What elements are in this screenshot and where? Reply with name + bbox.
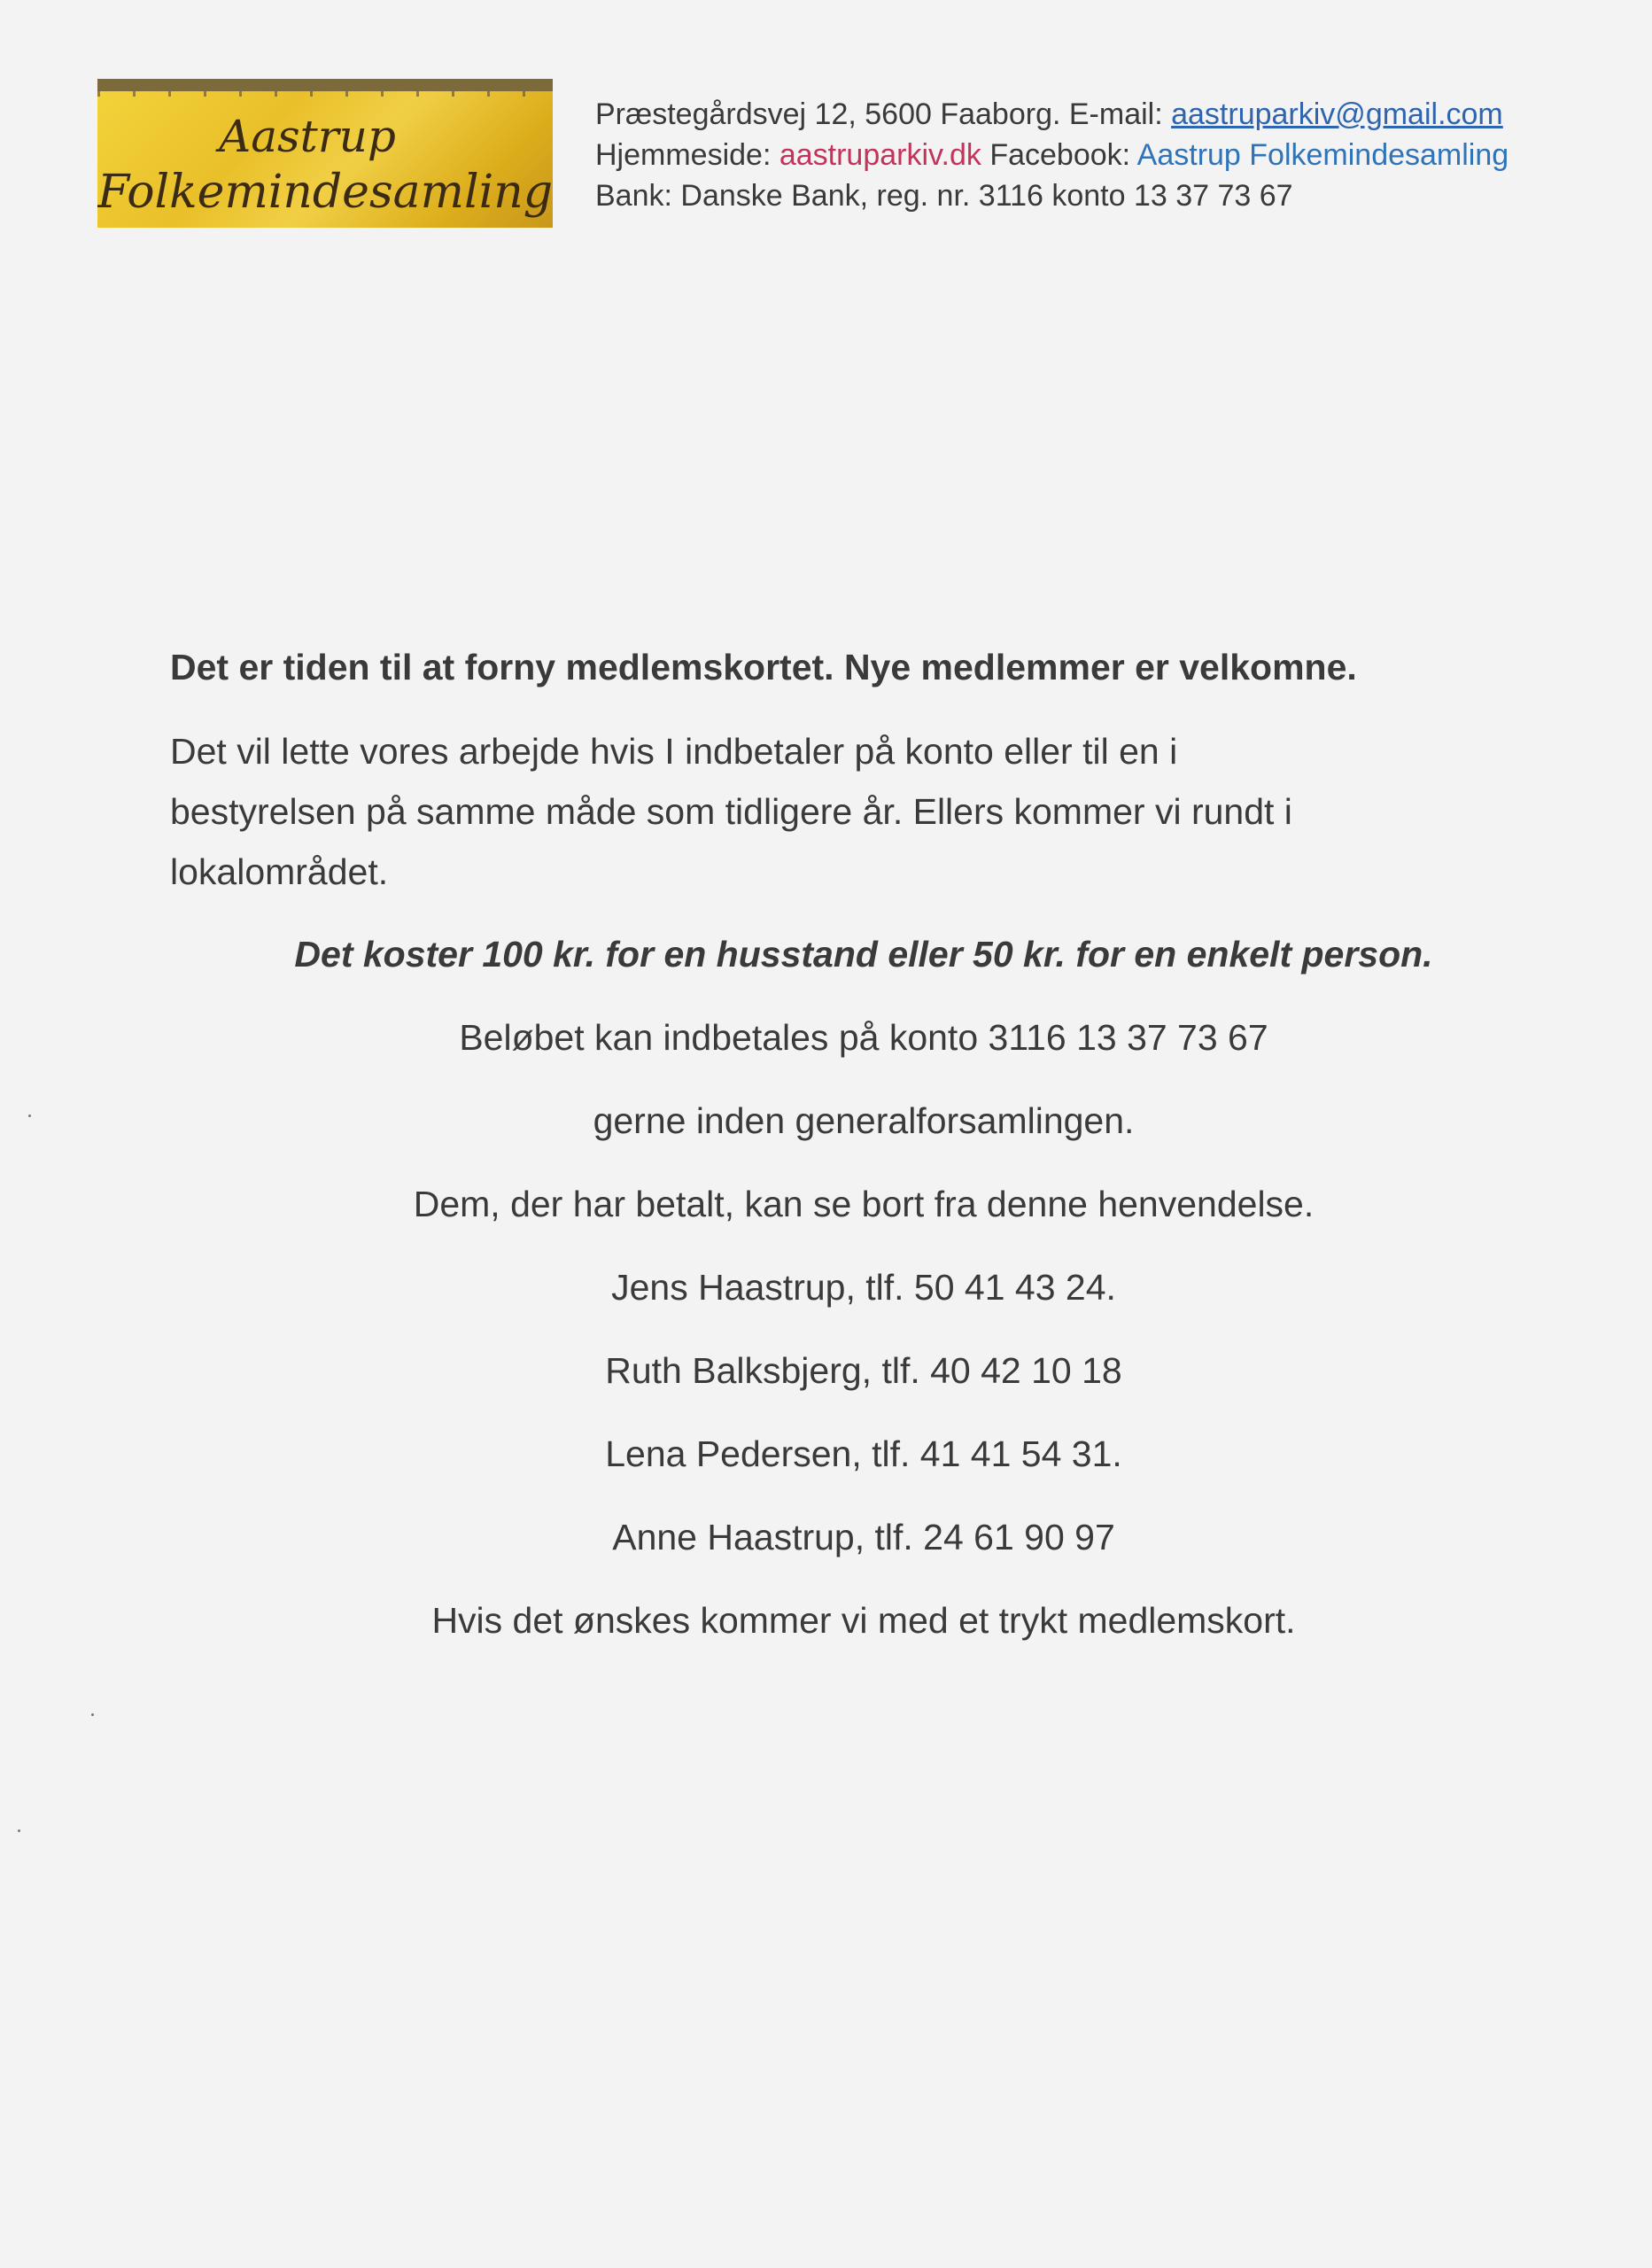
- address-row: [595, 94, 1509, 135]
- letter-heading: Det er tiden til at forny medlemskortet. Nye medlemmer er velkomne.: [170, 647, 1357, 687]
- web-row: [595, 135, 1509, 175]
- facebook-label: Facebook:: [981, 138, 1137, 172]
- account-line: Beløbet kan indbetales på konto 3116 13 37 73 67: [459, 1017, 1268, 1058]
- homepage-link[interactable]: aastruparkiv.dk: [779, 138, 981, 172]
- contact-person: Ruth Balksbjerg, tlf. 40 42 10 18: [605, 1350, 1122, 1391]
- contact-person: Lena Pedersen, tlf. 41 41 54 31.: [605, 1433, 1122, 1474]
- deadline-line: gerne inden generalforsamlingen.: [593, 1100, 1135, 1141]
- scan-speck: [91, 1713, 94, 1716]
- logo-line-2: Folkemindesamling: [97, 166, 553, 219]
- contact-person: Jens Haastrup, tlf. 50 41 43 24.: [611, 1267, 1116, 1308]
- scan-speck: [28, 1115, 31, 1117]
- price-line: Det koster 100 kr. for en husstand eller 50 kr. for en enkelt person.: [294, 934, 1433, 975]
- homepage-label: Hjemmeside:: [595, 138, 779, 172]
- logo-line-1: Aastrup: [219, 111, 396, 162]
- scan-speck: [18, 1829, 20, 1832]
- contact-block: [595, 94, 1509, 216]
- aastrup-logo: [97, 79, 553, 228]
- paragraph-line-1: Det vil lette vores arbejde hvis I indbetaler på konto eller til en i: [170, 731, 1178, 772]
- facebook-link[interactable]: Aastrup Folkemindesamling: [1136, 138, 1509, 172]
- address-text: Præstegårdsvej 12, 5600 Faaborg. E-mail:: [595, 97, 1172, 131]
- paragraph-line-3: lokalområdet.: [170, 851, 389, 892]
- paragraph-line-2: bestyrelsen på samme måde som tidligere år. Ellers kommer vi rundt i: [170, 791, 1292, 832]
- disregard-line: Dem, der har betalt, kan se bort fra denne henvendelse.: [413, 1184, 1315, 1224]
- contact-person: Anne Haastrup, tlf. 24 61 90 97: [612, 1517, 1115, 1557]
- email-link[interactable]: aastruparkiv@gmail.com: [1171, 97, 1503, 131]
- closing-line: Hvis det ønskes kommer vi med et trykt medlemskort.: [431, 1600, 1296, 1641]
- bank-row: Bank: Danske Bank, reg. nr. 3116 konto 13 37 73 67: [595, 179, 1293, 213]
